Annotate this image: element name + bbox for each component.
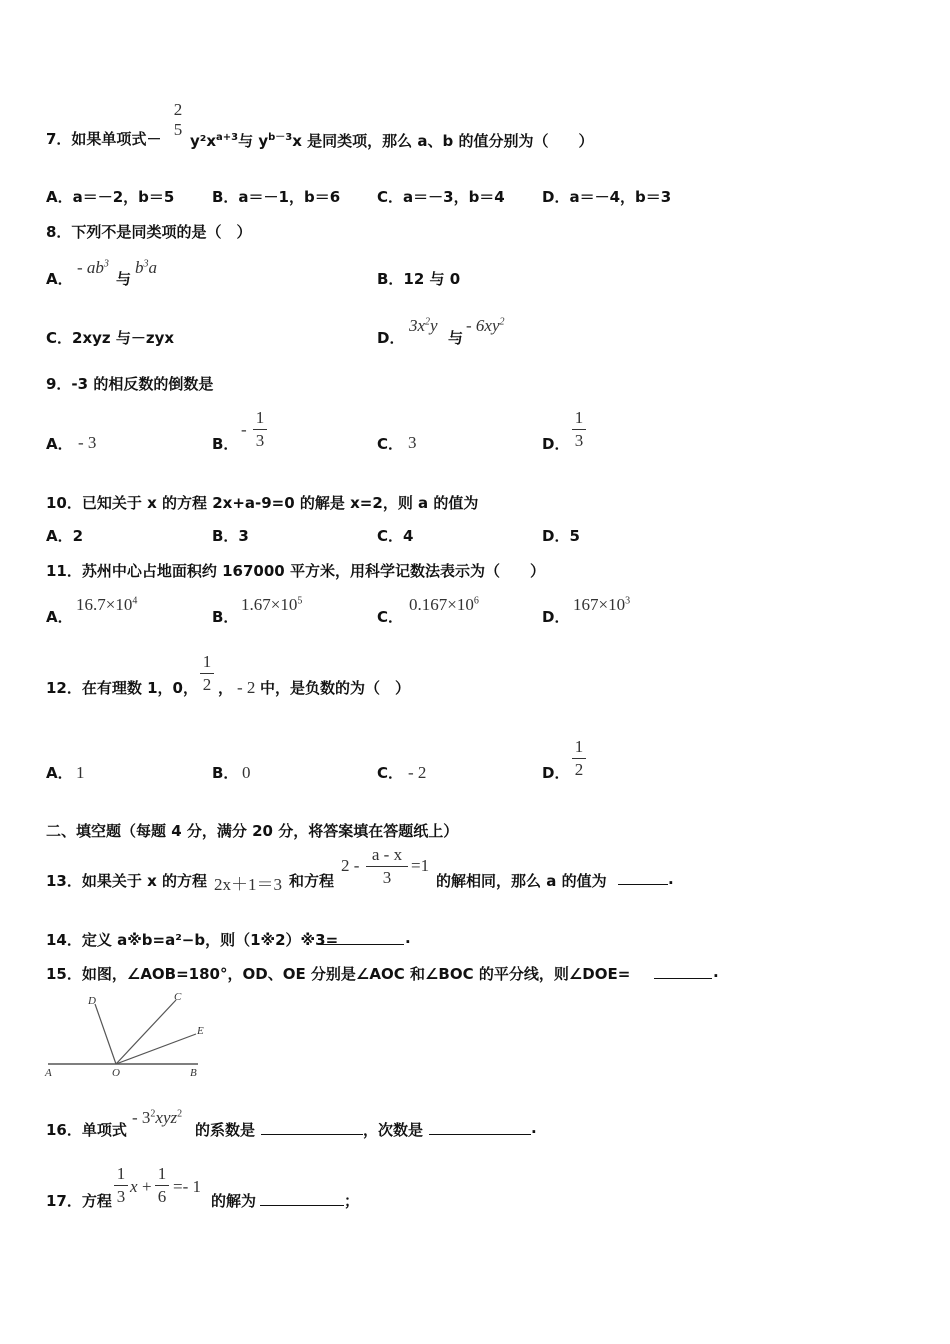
q17-rhs: =- 1	[173, 1177, 201, 1196]
q13-suffix: 的解相同，那么 a 的值为	[436, 872, 607, 890]
q7-expr2-sup: b－3	[268, 132, 293, 143]
label-o: O	[112, 1067, 120, 1079]
q8-option-a-label[interactable]: A．	[46, 270, 73, 288]
q10-option-c[interactable]: C．4	[377, 527, 414, 545]
q8-option-a-expr	[77, 258, 109, 278]
q7-expr1: y²x	[190, 132, 217, 150]
q13-mid: 和方程	[289, 872, 335, 890]
q12-option-c-value: - 2	[408, 763, 427, 782]
q15-end: .	[713, 963, 719, 981]
q15-answer-blank[interactable]	[654, 978, 712, 979]
q8-a-expr3: a	[148, 258, 157, 277]
q13-eq2-fraction	[366, 845, 408, 888]
q17-fraction-1	[114, 1164, 128, 1207]
q11-c-exp: 6	[473, 595, 479, 607]
q17-prefix: 17．方程	[46, 1192, 112, 1210]
q16-monomial	[132, 1108, 182, 1128]
q8-d-sup2: 2	[499, 316, 505, 328]
label-b: B	[190, 1067, 197, 1079]
q12-option-b-value: 0	[242, 763, 251, 782]
q7-option-c[interactable]: C．a＝－3，b＝4	[377, 188, 505, 206]
q12-stem-b: ，	[218, 679, 234, 697]
q12-stem-fraction	[200, 652, 214, 695]
q17-end: ；	[344, 1192, 360, 1210]
q14-answer-blank[interactable]	[320, 944, 404, 945]
q13-answer-blank[interactable]	[618, 884, 668, 885]
q7-mid: 与 y	[238, 132, 269, 150]
q17-plus: +	[142, 1177, 152, 1196]
q9-b-num: 1	[255, 408, 265, 427]
q8-a-expr2: b	[135, 258, 144, 277]
label-d: D	[88, 995, 96, 1007]
q7-frac-num: 2	[173, 100, 183, 119]
q8-a-sup2: 3	[143, 258, 149, 270]
q17-f2-bar	[155, 1185, 169, 1186]
q14-text: 14．定义 a※b=a²−b，则（1※2）※3=	[46, 931, 339, 949]
ray-oe	[116, 1034, 196, 1064]
q11-option-c-value	[409, 595, 479, 615]
q7-option-a[interactable]: A．a＝－2，b＝5	[46, 188, 175, 206]
q11-b-val: 1.67×10	[241, 595, 298, 614]
section-2-heading: 二、填空题（每题 4 分，满分 20 分，将答案填在答题纸上）	[46, 822, 459, 840]
q8-d-expr2: - 6xy	[466, 316, 500, 335]
q16-expr-sup: 2	[150, 1108, 156, 1120]
q9-option-a-value: - 3	[78, 433, 97, 452]
q10-stem: 10．已知关于 x 的方程 2x+a-9=0 的解是 x=2，则 a 的值为	[46, 494, 479, 512]
q13-eq2-left: 2 -	[341, 856, 360, 875]
q12-option-b-label[interactable]: B．	[212, 764, 239, 782]
q12-frac-bar	[200, 673, 214, 674]
q9-b-bar	[253, 429, 267, 430]
q12-frac-num: 1	[202, 652, 212, 671]
q17-suffix: 的解为	[211, 1192, 257, 1210]
q17-f1-bar	[114, 1185, 128, 1186]
q13-equation-1: 2x＋1＝3	[214, 875, 282, 894]
q12-d-bar	[572, 758, 586, 759]
q15-angle-figure	[40, 990, 215, 1080]
q12-option-d-label[interactable]: D．	[542, 764, 570, 782]
q8-option-c[interactable]: C．2xyz 与－zyx	[46, 329, 175, 347]
q12-stem-a: 12．在有理数 1，0，	[46, 679, 198, 697]
q8-a-expr1: - ab	[77, 258, 104, 277]
q7-fraction	[170, 100, 186, 140]
q9-option-b-label[interactable]: B．	[212, 435, 239, 453]
q9-option-a-label[interactable]: A．	[46, 435, 73, 453]
q11-option-c-label[interactable]: C．	[377, 608, 404, 626]
q17-f1-den: 3	[116, 1187, 126, 1206]
q7-expression	[190, 128, 593, 151]
q7-prefix: 7．如果单项式－	[46, 130, 162, 148]
label-a: A	[45, 1067, 52, 1079]
q11-option-b-value	[241, 595, 302, 615]
q13-prefix: 13．如果关于 x 的方程	[46, 872, 207, 890]
q13-eq2-den: 3	[382, 868, 392, 887]
q17-f1-num: 1	[116, 1164, 126, 1183]
q11-option-d-label[interactable]: D．	[542, 608, 570, 626]
q11-a-val: 16.7×10	[76, 595, 133, 614]
q9-option-c-value: 3	[408, 433, 417, 452]
q16-expr-b: xyz	[155, 1108, 178, 1127]
q8-a-join: 与	[116, 270, 132, 288]
q12-stem-neg: - 2	[237, 678, 256, 697]
q17-f2-den: 6	[157, 1187, 167, 1206]
q11-c-val: 0.167×10	[409, 595, 474, 614]
q9-option-d-label[interactable]: D．	[542, 435, 570, 453]
q12-option-a-value: 1	[76, 763, 85, 782]
q16-degree-blank[interactable]	[429, 1134, 531, 1135]
q9-d-num: 1	[574, 408, 584, 427]
q11-a-exp: 4	[132, 595, 138, 607]
q9-option-c-label[interactable]: C．	[377, 435, 404, 453]
q10-option-b[interactable]: B．3	[212, 527, 249, 545]
q12-option-c-label[interactable]: C．	[377, 764, 404, 782]
q8-d-sup1: 2	[425, 316, 431, 328]
q8-d-expr1b: y	[430, 316, 438, 335]
q11-d-val: 167×10	[573, 595, 626, 614]
q12-frac-den: 2	[202, 675, 212, 694]
q8-option-d-expr1	[409, 316, 438, 336]
q8-option-b[interactable]: B．12 与 0	[377, 270, 461, 288]
q8-d-expr1: 3x	[409, 316, 426, 335]
q11-option-a-label[interactable]: A．	[46, 608, 73, 626]
q8-d-join: 与	[448, 329, 464, 347]
q14-end: .	[405, 929, 411, 947]
q7-option-d[interactable]: D．a＝－4，b＝3	[542, 188, 672, 206]
q9-option-b-sign: -	[241, 420, 247, 439]
q9-d-den: 3	[574, 431, 584, 450]
q10-option-a[interactable]: A．2	[46, 527, 84, 545]
q8-option-a-expr2	[135, 258, 157, 278]
q11-option-a-value	[76, 595, 137, 615]
q9-stem: 9．-3 的相反数的倒数是	[46, 375, 214, 393]
q8-stem: 8．下列不是同类项的是（ ）	[46, 223, 252, 241]
q12-option-a-label[interactable]: A．	[46, 764, 73, 782]
q11-option-d-value	[573, 595, 630, 615]
q16-expr: - 3	[132, 1108, 151, 1127]
label-e: E	[197, 1025, 204, 1037]
q8-a-sup1: 3	[103, 258, 109, 270]
q16-end: .	[531, 1119, 537, 1137]
q16-expr-sup2: 2	[177, 1108, 183, 1120]
q7-option-b[interactable]: B．a＝－1，b＝6	[212, 188, 341, 206]
q13-eq2-num: a - x	[371, 845, 403, 864]
q9-b-den: 3	[255, 431, 265, 450]
q11-stem: 11．苏州中心占地面积约 167000 平方米，用科学记数法表示为（ ）	[46, 562, 545, 580]
q17-answer-blank[interactable]	[260, 1205, 344, 1206]
q10-option-d[interactable]: D．5	[542, 527, 580, 545]
q13-end: .	[668, 870, 674, 888]
ray-od	[95, 1004, 116, 1064]
q16-prefix: 16．单项式	[46, 1121, 127, 1139]
q8-option-d-expr2	[466, 316, 505, 336]
q17-fraction-2	[155, 1164, 169, 1207]
q9-option-b-fraction	[253, 408, 267, 451]
q16-coefficient-blank[interactable]	[261, 1134, 363, 1135]
q17-f2-num: 1	[157, 1164, 167, 1183]
q8-option-d-label[interactable]: D．	[377, 329, 405, 347]
q7-frac-den: 5	[173, 120, 183, 139]
q12-d-den: 2	[574, 760, 584, 779]
q11-d-exp: 3	[625, 595, 631, 607]
q13-eq2-bar	[366, 866, 408, 867]
label-c: C	[174, 991, 182, 1003]
q15-text: 15．如图，∠AOB=180°，OD、OE 分别是∠AOC 和∠BOC 的平分线，则∠DOE=	[46, 965, 631, 983]
q9-d-bar	[572, 429, 586, 430]
q7-suffix: x 是同类项，那么 a、b 的值分别为（ ）	[292, 132, 594, 150]
q7-expr1-sup: a+3	[216, 132, 239, 143]
q16-mid2: ，次数是	[363, 1121, 424, 1139]
q12-d-num: 1	[574, 737, 584, 756]
q13-eq2-right: =1	[411, 856, 430, 875]
q11-b-exp: 5	[297, 595, 303, 607]
q17-x: x	[130, 1177, 138, 1196]
q16-mid1: 的系数是	[195, 1121, 256, 1139]
q11-option-b-label[interactable]: B．	[212, 608, 239, 626]
q12-stem-c: 中，是负数的为（ ）	[260, 679, 411, 697]
q12-option-d-fraction	[572, 737, 586, 780]
q9-option-d-fraction	[572, 408, 586, 451]
ray-oc	[116, 1000, 176, 1064]
